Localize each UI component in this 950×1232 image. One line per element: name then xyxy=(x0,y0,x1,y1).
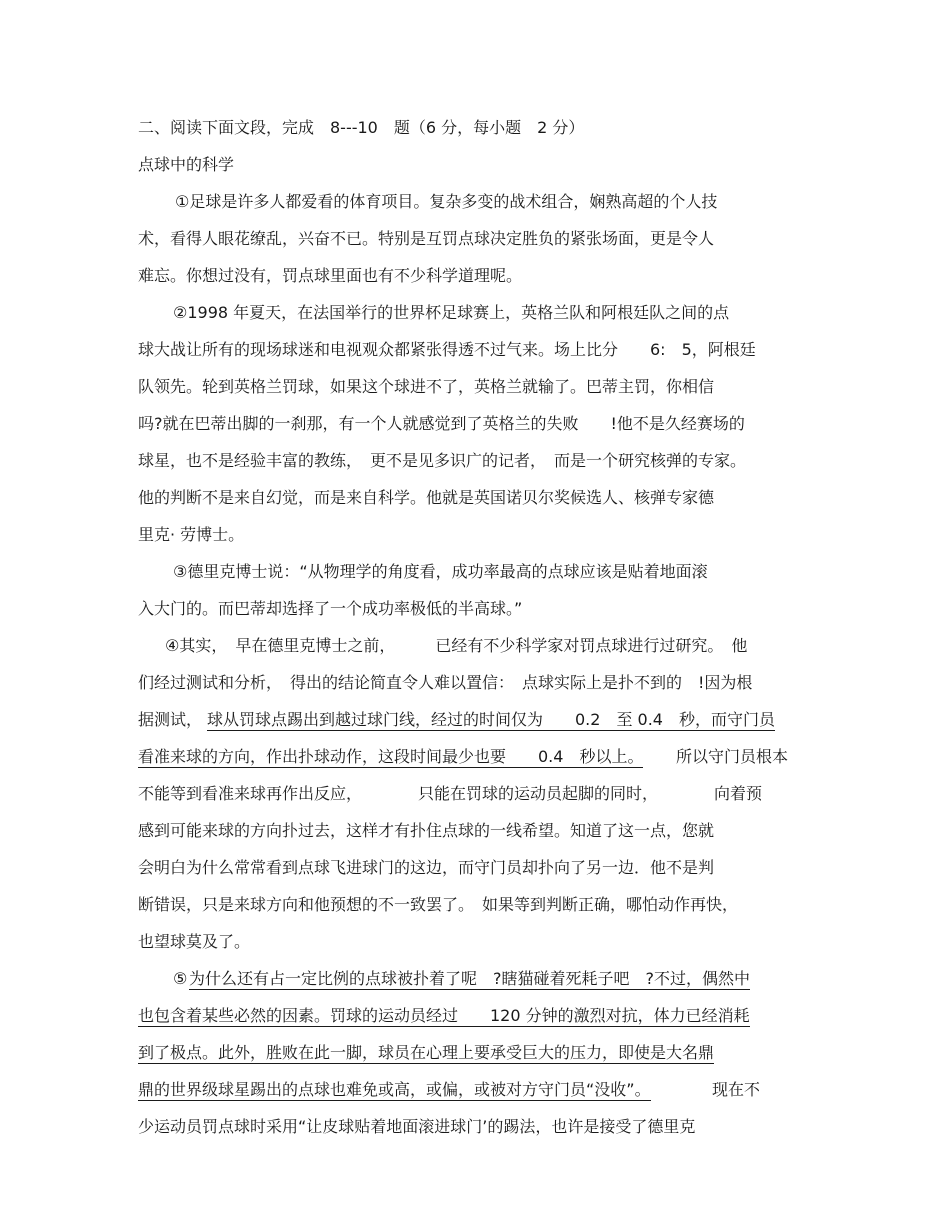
section-heading: 二、阅读下面文段，完成 8---10 题（6 分，每小题 2 分） xyxy=(138,118,585,137)
text-line: ①足球是许多人都爱看的体育项目。复杂多变的战术组合，娴熟高超的个人技 xyxy=(175,192,718,211)
text-line: 队领先。轮到英格兰罚球，如果这个球进不了，英格兰就输了。巴蒂主罚，你相信 xyxy=(138,377,715,396)
paragraph-number: ⑤ xyxy=(173,969,188,988)
text-line: 不能等到看准来球再作出反应， 只能在罚球的运动员起脚的同时， 向着预 xyxy=(138,784,763,803)
text-line: ③德里克博士说：“从物理学的角度看，成功率最高的点球应该是贴着地面滚 xyxy=(173,562,708,581)
text-line: 入大门的。而巴蒂却选择了一个成功率极低的半高球。” xyxy=(138,599,523,618)
text-line: 据测试， xyxy=(138,710,203,729)
text-line: 会明白为什么常常看到点球飞进球门的这边，而守门员却扑向了另一边．他不是判 xyxy=(138,858,715,877)
text-line: 断错误，只是来球方向和他预想的不一致罢了。 如果等到判断正确，哪怕动作再快， xyxy=(138,895,739,914)
underlined-text: 为什么还有占一定比例的点球被扑着了呢 ?瞎猫碰着死耗子吧 ?不过，偶然中 xyxy=(189,969,750,988)
underlined-text: 到了极点。此外，胜败在此一脚，球员在心理上要承受巨大的压力，即使是大名鼎 xyxy=(138,1043,715,1062)
text-line: 们经过测试和分析， 得出的结论简直令人难以置信： 点球实际上是扑不到的 !因为根 xyxy=(138,673,753,692)
text-line: 少运动员罚点球时采用“让皮球贴着地面滚进球门’的踢法，也许是接受了德里克 xyxy=(138,1117,696,1136)
article-title: 点球中的科学 xyxy=(138,155,235,174)
text-line: 所以守门员根本 xyxy=(676,747,789,766)
text-line: 他的判断不是来自幻觉，而是来自科学。他就是英国诺贝尔奖候选人、核弹专家德 xyxy=(138,488,715,507)
text-line: 球星，也不是经验丰富的教练， 更不是见多识广的记者， 而是一个研究核弹的专家。 xyxy=(138,451,747,470)
text-line: 吗?就在巴蒂出脚的一刹那，有一个人就感觉到了英格兰的失败 !他不是久经赛场的 xyxy=(138,414,745,433)
text-line: 术，看得人眼花缭乱，兴奋不已。特别是互罚点球决定胜负的紧张场面，更是令人 xyxy=(138,229,715,248)
underlined-text: 也包含着某些必然的因素。罚球的运动员经过 120 分钟的激烈对抗，体力已经消耗 xyxy=(138,1006,750,1025)
text-line: 现在不 xyxy=(712,1080,761,1099)
underlined-text: 看准来球的方向，作出扑球动作，这段时间最少也要 0.4 秒以上。 xyxy=(138,747,644,766)
text-line: 里克· 劳博士。 xyxy=(138,525,245,544)
text-line: 也望球莫及了。 xyxy=(138,932,251,951)
text-line: 难忘。你想过没有，罚点球里面也有不少科学道理呢。 xyxy=(138,266,523,285)
underlined-text: 球从罚球点踢出到越过球门线，经过的时间仅为 0.2 至 0.4 秒，而守门员 xyxy=(207,710,775,729)
text-line: 球大战让所有的现场球迷和电视观众都紧张得透不过气来。场上比分 6: 5，阿根廷 xyxy=(138,340,756,359)
underlined-text: 鼎的世界级球星踢出的点球也难免或高，或偏，或被对方守门员“没收”。 xyxy=(138,1080,651,1099)
text-line: ④其实， 早在德里克博士之前， 已经有不少科学家对罚点球进行过研究。 他 xyxy=(165,636,748,655)
text-line: 感到可能来球的方向扑过去，这样才有扑住点球的一线希望。知道了这一点，您就 xyxy=(138,821,715,840)
text-line: ②1998 年夏天，在法国举行的世界杯足球赛上，英格兰队和阿根廷队之间的点 xyxy=(173,303,730,322)
